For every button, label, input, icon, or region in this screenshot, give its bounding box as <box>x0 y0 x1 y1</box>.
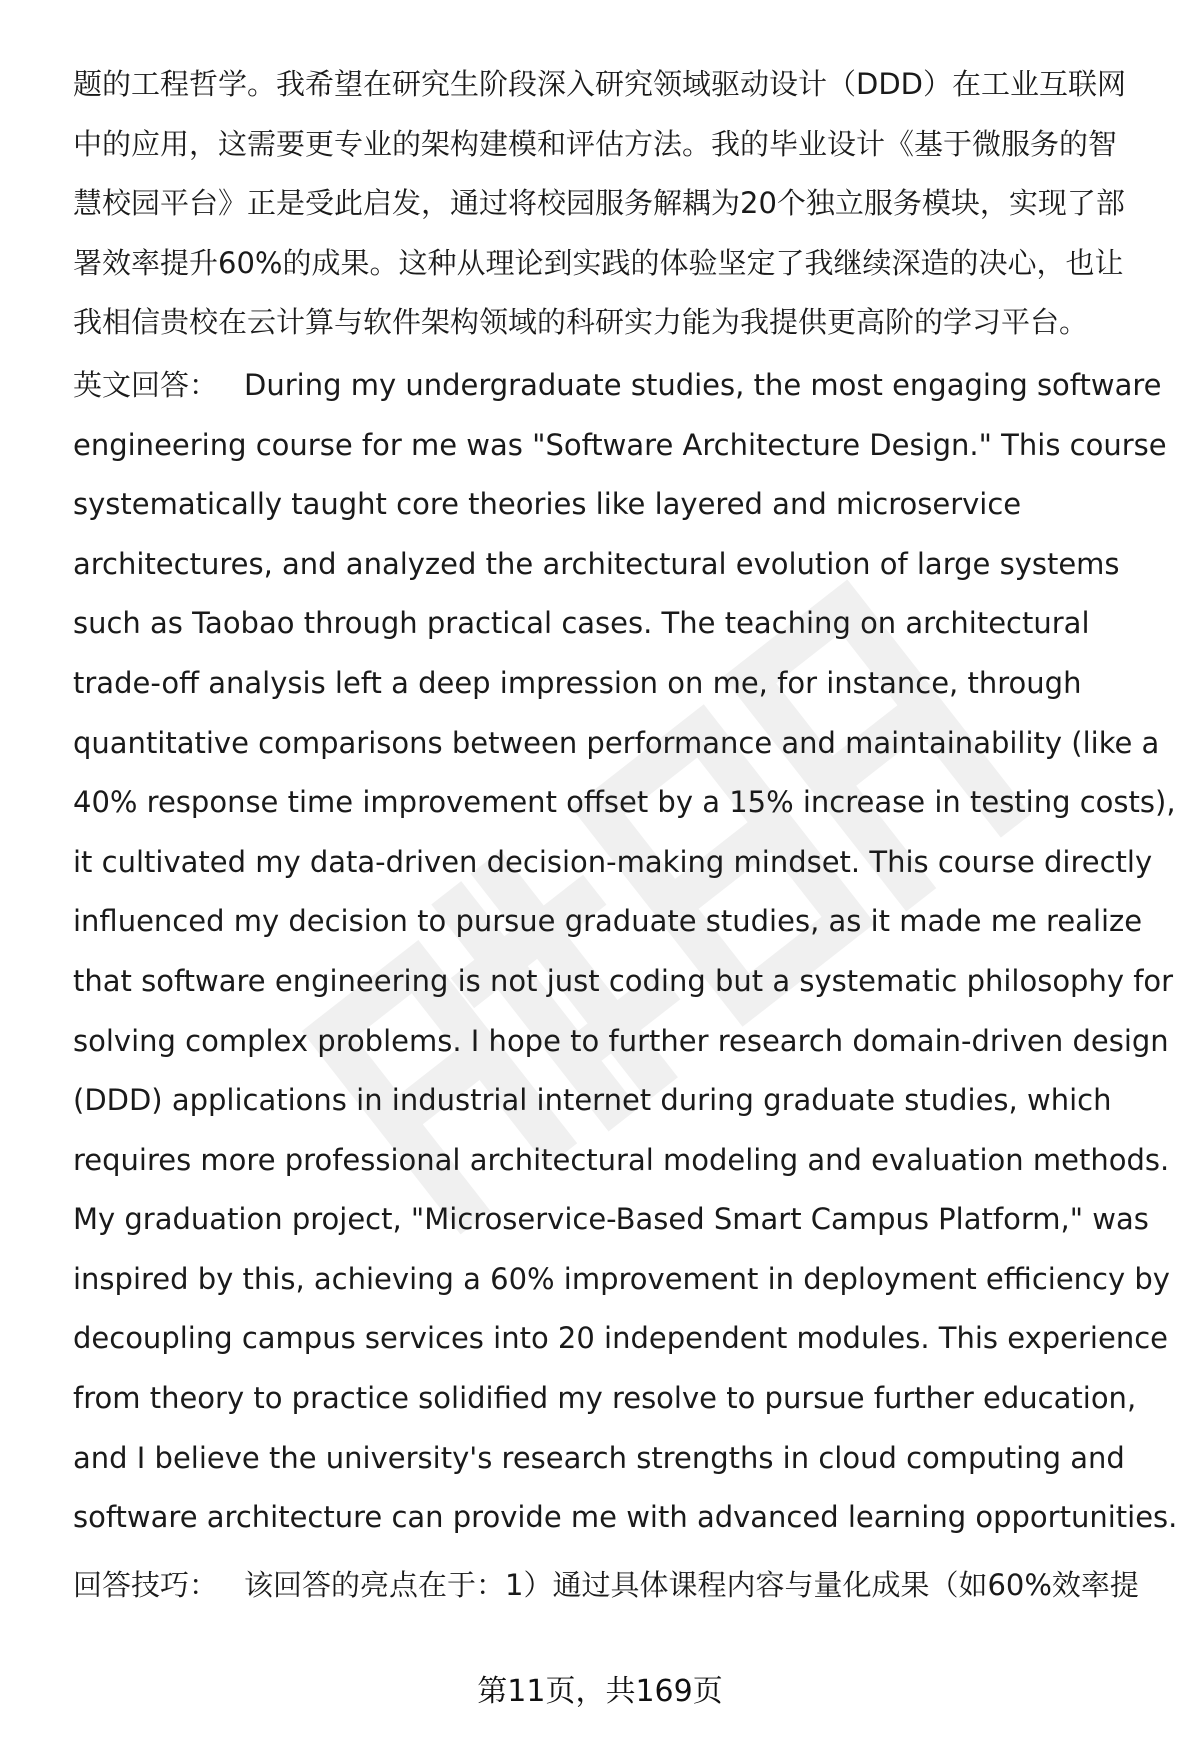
page-content <box>73 55 1178 1615</box>
text-line: 慧校园平台》正是受此启发，通过将校园服务解耦为20个独立服务模块，实现了部 <box>73 186 1125 221</box>
text-line: 署效率提升60%的成果。这种从理论到实践的体验坚定了我继续深造的决心，也让 <box>73 245 1124 280</box>
text-line: decoupling campus services into 20 independent modules. This experience <box>73 1321 1168 1356</box>
text-line: 中的应用，这需要更专业的架构建模和评估方法。我的毕业设计《基于微服务的智 <box>73 126 1118 161</box>
answer-tips-first-line: 该回答的亮点在于：1）通过具体课程内容与量化成果（如60%效率提 <box>244 1567 1139 1602</box>
text-line: systematically taught core theories like layered and microservice <box>73 487 1022 522</box>
text-line: that software engineering is not just coding but a systematic philosophy for <box>73 963 1174 998</box>
text-line: 40% response time improvement offset by a 15% increase in testing costs), <box>73 785 1176 820</box>
text-line: inspired by this, achieving a 60% improvement in deployment efficiency by <box>73 1261 1170 1296</box>
answer-tips-label: 回答技巧： <box>73 1567 219 1602</box>
text-line: solving complex problems. I hope to further research domain-driven design <box>73 1023 1169 1058</box>
text-line: My graduation project, "Microservice-Based Smart Campus Platform," was <box>73 1202 1149 1237</box>
text-line: trade-off analysis left a deep impression on me, for instance, through <box>73 665 1082 700</box>
text-line: 我相信贵校在云计算与软件架构领域的科研实力能为我提供更高阶的学习平台。 <box>73 305 1089 340</box>
text-line: and I believe the university's research strengths in cloud computing and <box>73 1440 1125 1475</box>
paragraph-cn-continued <box>73 55 1153 353</box>
page-number-footer: 第11页，共169页 <box>477 1674 723 1709</box>
text-line-first <box>73 356 1162 416</box>
text-line: quantitative comparisons between performance and maintainability (like a <box>73 725 1160 760</box>
text-line: influenced my decision to pursue graduate studies, as it made me realize <box>73 904 1143 939</box>
text-line: (DDD) applications in industrial internet during graduate studies, which <box>73 1083 1112 1118</box>
text-line: requires more professional architectural modeling and evaluation methods. <box>73 1142 1170 1177</box>
text-line: it cultivated my data-driven decision-making mindset. This course directly <box>73 844 1153 879</box>
text-line: such as Taobao through practical cases. The teaching on architectural <box>73 606 1090 641</box>
paragraph-answer-tips <box>73 1556 1153 1616</box>
paragraph-english-answer <box>73 356 1178 1548</box>
english-answer-label: 英文回答： <box>73 367 219 402</box>
english-answer-first-line: During my undergraduate studies, the most engaging software <box>244 367 1162 402</box>
text-line-first <box>73 1556 1153 1616</box>
text-line: software architecture can provide me with advanced learning opportunities. <box>73 1500 1178 1535</box>
text-line: engineering course for me was "Software Architecture Design." This course <box>73 427 1167 462</box>
text-line: from theory to practice solidified my resolve to pursue further education, <box>73 1381 1137 1416</box>
text-line: 题的工程哲学。我希望在研究生阶段深入研究领域驱动设计（DDD）在工业互联网 <box>73 67 1126 101</box>
text-line: architectures, and analyzed the architectural evolution of large systems <box>73 546 1120 581</box>
